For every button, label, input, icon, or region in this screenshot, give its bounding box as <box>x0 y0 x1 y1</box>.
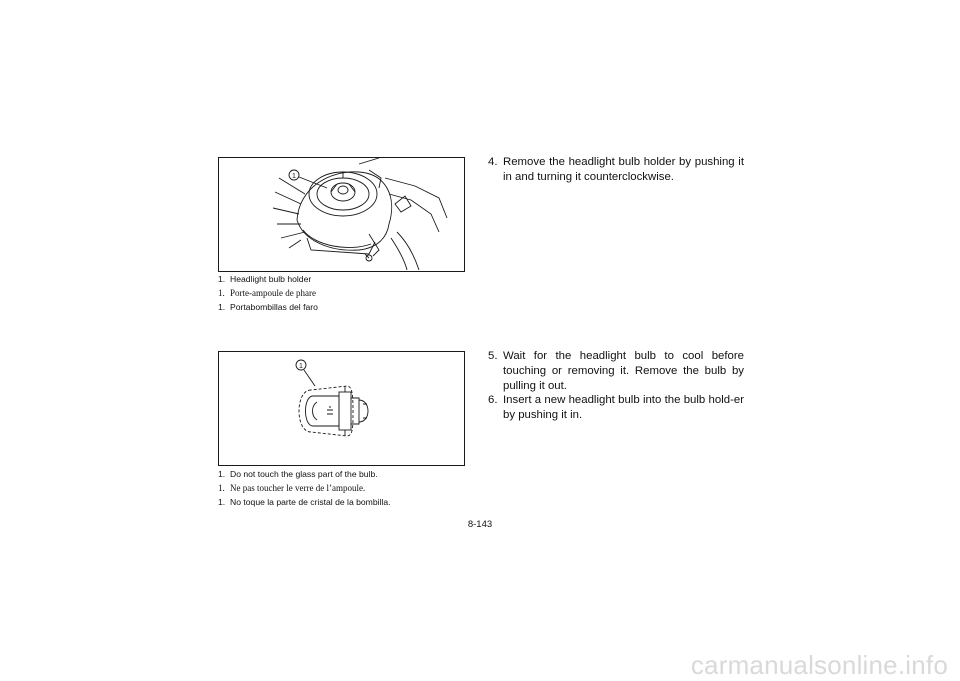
headlight-holder-illustration <box>219 158 464 271</box>
step-5: 5. Wait for the headlight bulb to cool before touching or removing it. Remove the bulb by pulling it out. <box>488 350 744 392</box>
figure-callout-number: 1 <box>299 363 303 370</box>
figure-headlight-bulb-holder <box>218 157 465 272</box>
caption-fr-1: 1. Porte-ampoule de phare <box>218 288 316 298</box>
caption-en-2: 1. Do not touch the glass part of the bulb. <box>218 469 378 479</box>
footer-watermark[interactable]: carmanualsonline.info <box>690 650 948 680</box>
bulb-illustration <box>219 352 464 465</box>
page-number: 8-143 <box>467 519 493 530</box>
step-6: 6. Insert a new headlight bulb into the bulb hold-er by pushing it in. <box>488 394 744 421</box>
step-4: 4. Remove the headlight bulb holder by pushing it in and turning it counterclockwise. <box>488 156 744 183</box>
caption-fr-2: 1. Ne pas toucher le verre de l’ampoule. <box>218 483 366 493</box>
caption-es-1: 1. Portabombillas del faro <box>218 302 318 312</box>
caption-en-1: 1. Headlight bulb holder <box>218 274 312 284</box>
figure-headlight-bulb <box>218 351 465 466</box>
caption-es-2: 1. No toque la parte de cristal de la bombilla. <box>218 497 391 507</box>
figure-callout-number: 1 <box>292 173 296 180</box>
